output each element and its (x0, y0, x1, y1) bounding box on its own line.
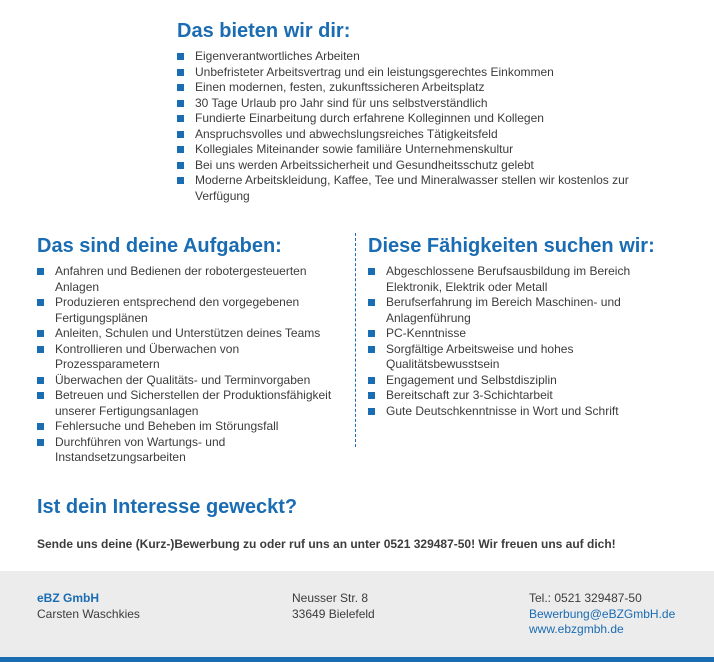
footer-accent-bar (0, 657, 714, 662)
city-address: 33649 Bielefeld (292, 606, 375, 621)
square-bullet-icon (177, 84, 184, 91)
list-item-text: Kontrollieren und Überwachen von Prozessparametern (55, 341, 240, 371)
list-item (177, 111, 677, 127)
square-bullet-icon (37, 392, 44, 399)
list-item (37, 373, 337, 389)
list-item (37, 388, 337, 419)
list-item-text: Fundierte Einarbeitung durch erfahrene Kolleginnen und Kollegen (195, 111, 544, 125)
square-bullet-icon (177, 115, 184, 122)
square-bullet-icon (37, 330, 44, 337)
list-item (177, 173, 677, 204)
list-item-text: Moderne Arbeitskleidung, Kaffee, Tee und Mineralwasser stellen wir kostenlos zur Verfügung (195, 173, 629, 203)
footer-company-column (37, 591, 140, 622)
square-bullet-icon (37, 377, 44, 384)
square-bullet-icon (368, 330, 375, 337)
list-item (37, 342, 337, 373)
square-bullet-icon (368, 268, 375, 275)
square-bullet-icon (37, 346, 44, 353)
list-item (177, 158, 677, 174)
list-item-text: Bereitschaft zur 3-Schichtarbeit (386, 388, 553, 402)
list-item (37, 419, 337, 435)
list-item (368, 404, 688, 420)
list-item (368, 295, 688, 326)
square-bullet-icon (177, 146, 184, 153)
square-bullet-icon (177, 177, 184, 184)
list-item-text: Unbefristeter Arbeitsvertrag und ein leistungsgerechtes Einkommen (195, 64, 554, 79)
list-item-text: Kollegiales Miteinander sowie familiäre Unternehmenskultur (195, 142, 514, 156)
list-item (368, 373, 688, 389)
list-item (177, 65, 677, 81)
list-item (368, 326, 688, 342)
list-item (368, 342, 688, 373)
list-item-text: Fehlersuche und Beheben im Störungsfall (55, 419, 279, 433)
skills-list (368, 264, 688, 419)
list-item-text: Engagement und Selbstdisziplin (386, 372, 557, 387)
website-link[interactable]: www.ebzgmbh.de (529, 622, 624, 636)
list-item (37, 264, 337, 295)
list-item-text: Einen modernen, festen, zukunftssicheren Arbeitsplatz (195, 80, 485, 94)
list-item-text: Durchführen von Wartungs- und Instandsetzungsarbeiten (55, 434, 226, 464)
square-bullet-icon (368, 377, 375, 384)
list-item-text: 30 Tage Urlaub pro Jahr sind für uns selbstverständlich (195, 95, 488, 110)
skills-section (368, 235, 688, 419)
phone-number: Tel.: 0521 329487-50 (529, 591, 642, 605)
footer (0, 571, 714, 662)
square-bullet-icon (177, 162, 184, 169)
list-item (177, 127, 677, 143)
street-address: Neusser Str. 8 (292, 591, 369, 605)
list-item (37, 295, 337, 326)
list-item-text: Gute Deutschkenntnisse in Wort und Schrift (386, 403, 619, 418)
list-item-text: Überwachen der Qualitäts- und Terminvorgaben (55, 372, 311, 387)
list-item (177, 142, 677, 158)
list-item (37, 326, 337, 342)
offer-section (177, 20, 677, 204)
interest-section (37, 496, 677, 552)
footer-address-column (292, 591, 375, 622)
square-bullet-icon (368, 408, 375, 415)
tasks-section (37, 235, 337, 466)
square-bullet-icon (37, 423, 44, 430)
company-name: eBZ GmbH (37, 591, 100, 605)
square-bullet-icon (37, 299, 44, 306)
square-bullet-icon (368, 346, 375, 353)
list-item-text: Berufserfahrung im Bereich Maschinen- und Anlagenführung (386, 295, 621, 325)
list-item (177, 80, 677, 96)
square-bullet-icon (177, 131, 184, 138)
square-bullet-icon (177, 53, 184, 60)
list-item-text: Anfahren und Bedienen der robotergesteuerten Anlagen (55, 264, 307, 294)
square-bullet-icon (368, 299, 375, 306)
square-bullet-icon (368, 392, 375, 399)
list-item (368, 388, 688, 404)
offer-list (177, 49, 677, 204)
offer-heading: Das bieten wir dir: (177, 20, 351, 42)
list-item-text: Produzieren entsprechend den vorgegebenen Fertigungsplänen (55, 295, 300, 325)
list-item (368, 264, 688, 295)
interest-heading: Ist dein Interesse geweckt? (37, 496, 298, 518)
list-item-text: Sorgfältige Arbeitsweise und hohes Qualitätsbewusstsein (386, 341, 574, 371)
square-bullet-icon (37, 439, 44, 446)
tasks-heading: Das sind deine Aufgaben: (37, 235, 282, 257)
list-item-text: PC-Kenntnisse (386, 326, 467, 340)
email-link[interactable]: Bewerbung@eBZGmbH.de (529, 606, 676, 621)
square-bullet-icon (177, 69, 184, 76)
list-item-text: Abgeschlossene Berufsausbildung im Bereich Elektronik, Elektrik oder Metall (386, 264, 631, 294)
tasks-list (37, 264, 337, 466)
skills-heading: Diese Fähigkeiten suchen wir: (368, 235, 655, 257)
list-item (177, 96, 677, 112)
square-bullet-icon (177, 100, 184, 107)
list-item (177, 49, 677, 65)
list-item (37, 435, 337, 466)
contact-person: Carsten Waschkies (37, 606, 140, 621)
square-bullet-icon (37, 268, 44, 275)
interest-text: Sende uns deine (Kurz-)Bewerbung zu oder ruf uns an unter 0521 329487-50! Wir freuen uns auf dich! (37, 537, 616, 551)
list-item-text: Eigenverantwortliches Arbeiten (195, 49, 360, 63)
list-item-text: Anspruchsvolles und abwechslungsreiches Tätigkeitsfeld (195, 126, 498, 141)
list-item-text: Anleiten, Schulen und Unterstützen deines Teams (55, 326, 321, 340)
list-item-text: Betreuen und Sicherstellen der Produktionsfähigkeit unserer Fertigungsanlagen (55, 388, 332, 418)
footer-contact-column (529, 591, 675, 638)
list-item-text: Bei uns werden Arbeitssicherheit und Gesundheitsschutz gelebt (195, 157, 534, 172)
column-divider (355, 233, 356, 447)
